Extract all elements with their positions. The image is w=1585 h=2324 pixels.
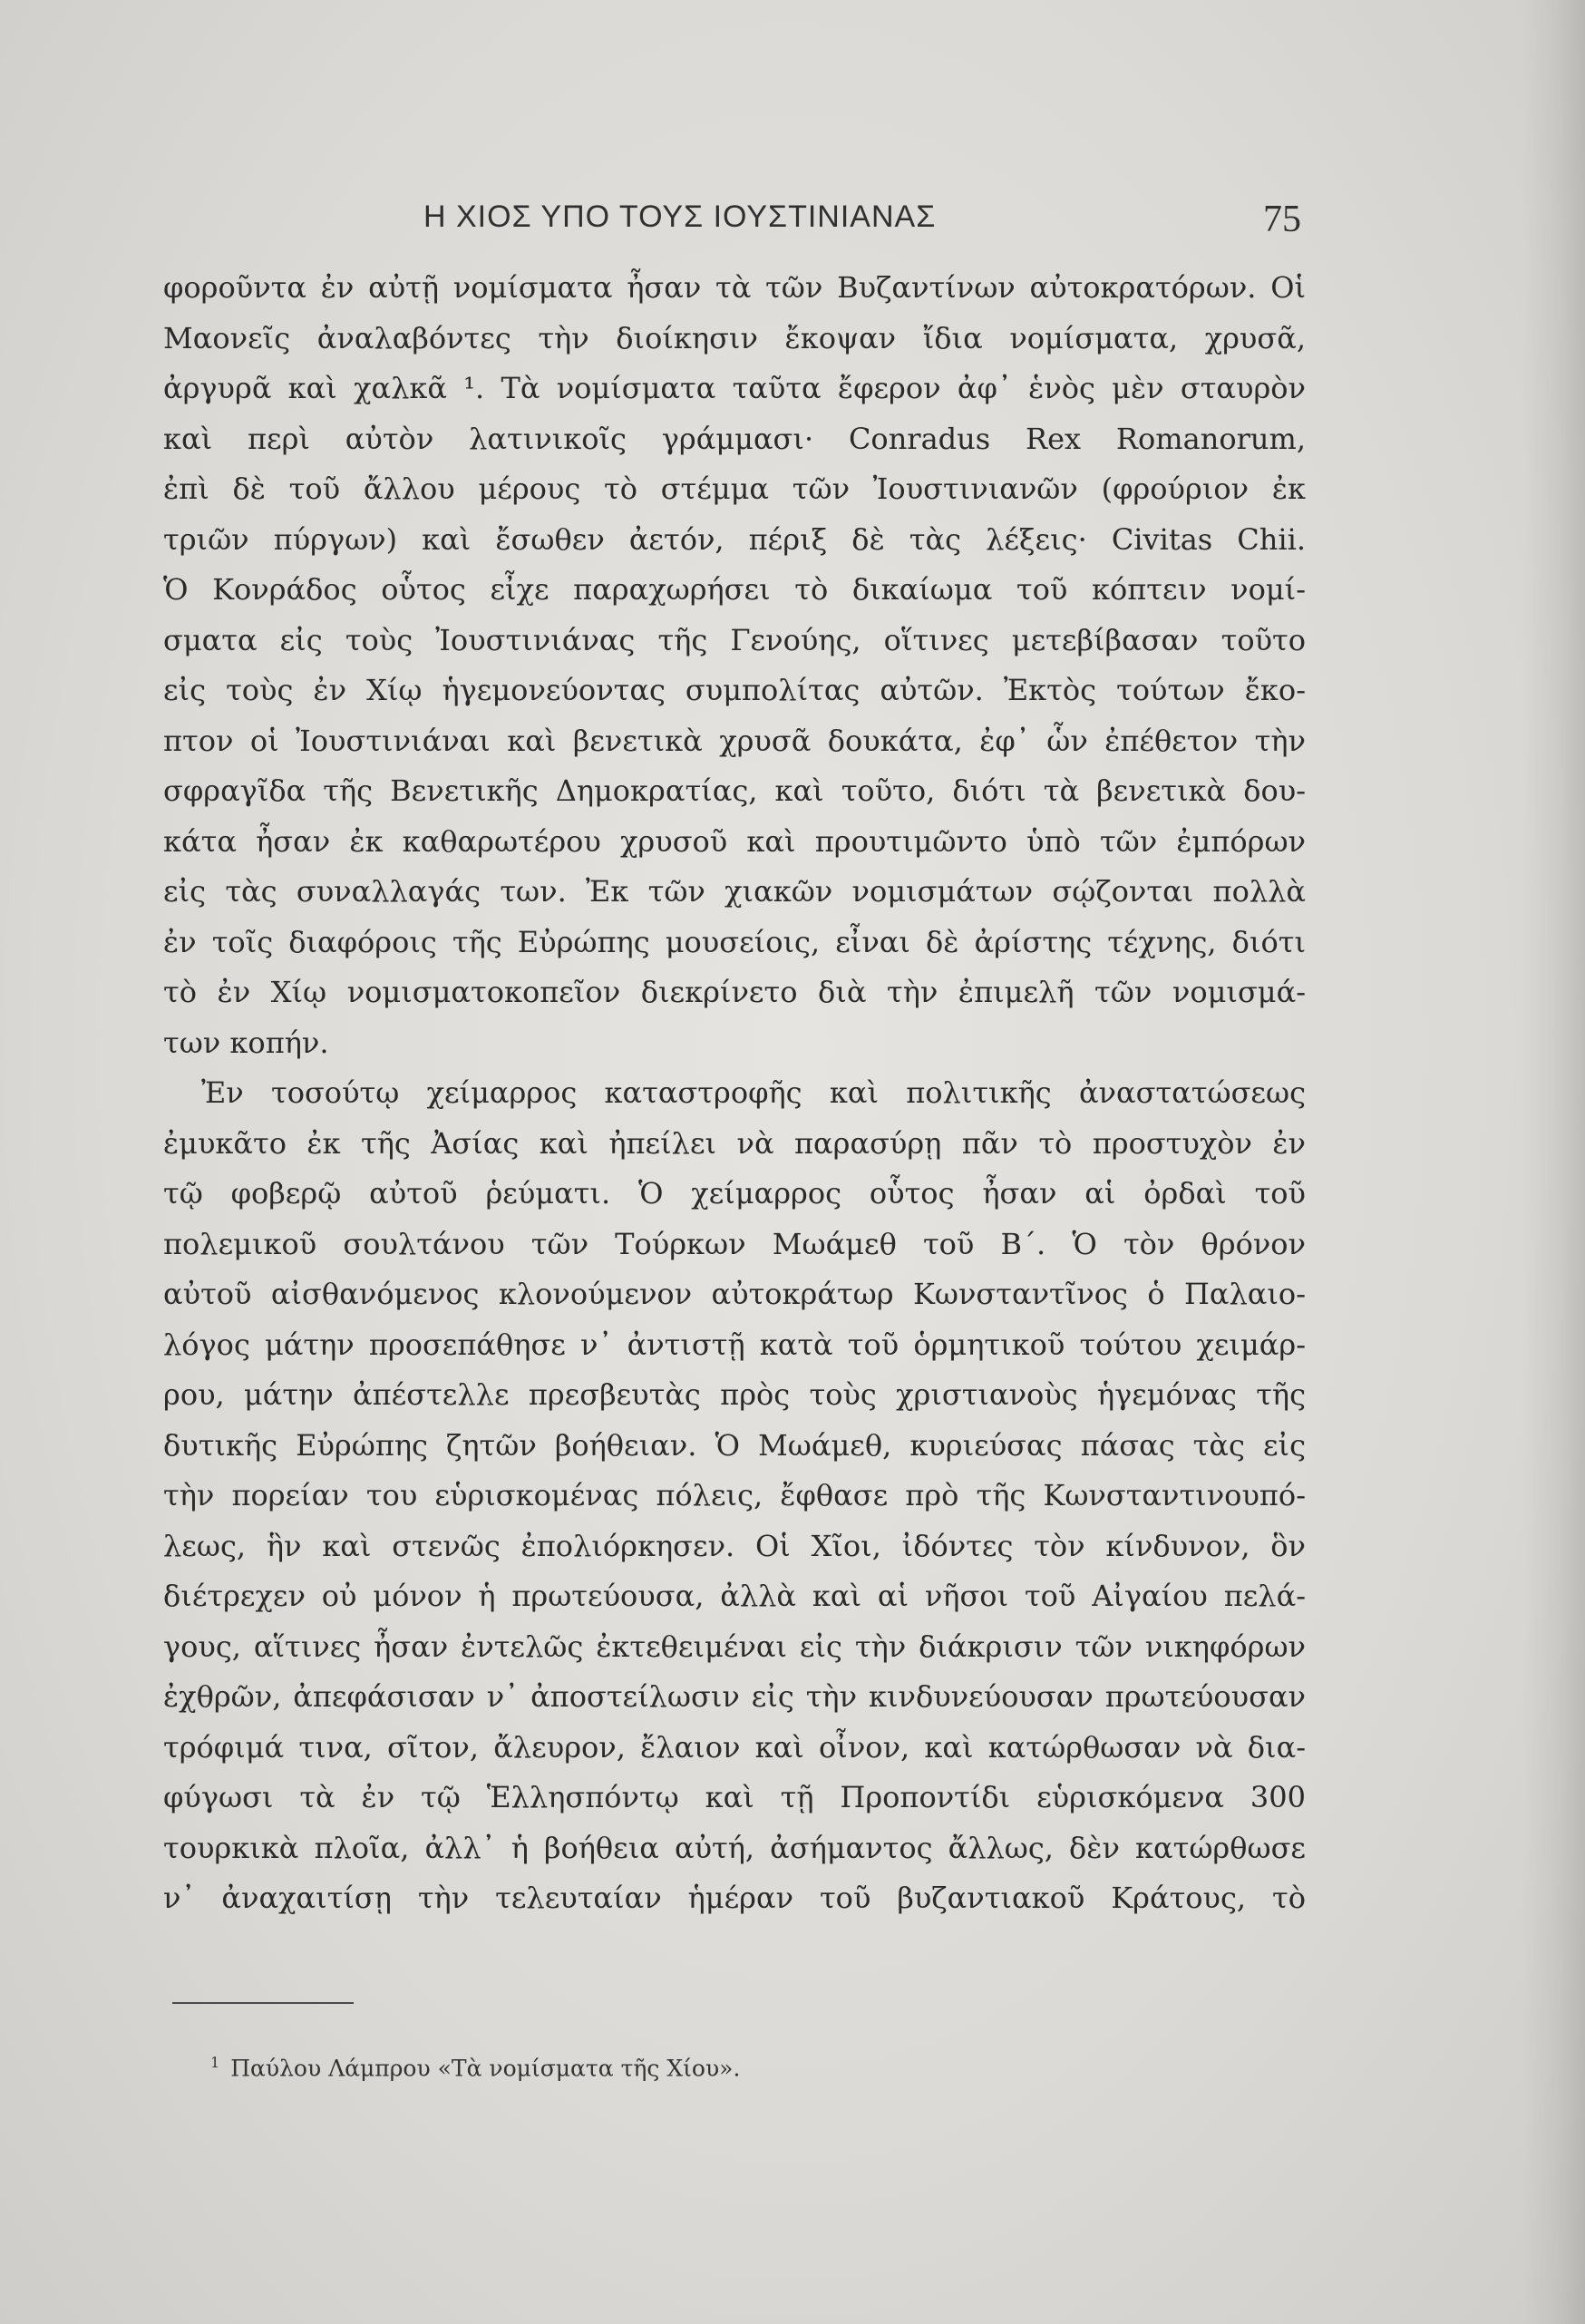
text-line: Ἐν τοσούτῳ χείμαρρος καταστροφῆς καὶ πολιτικῆς ἀναστατώσεως — [201, 1075, 1306, 1110]
text-line: δυτικῆς Εὐρώπης ζητῶν βοήθειαν. Ὁ Μωάμεθ, κυριεύσας πάσας τὰς εἰς — [163, 1427, 1306, 1463]
text-line: τὸ ἐν Χίῳ νομισματοκοπεῖον διεκρίνετο διὰ τὴν ἐπιμελῆ τῶν νομισμά- — [163, 975, 1306, 1009]
text-line: Μαονεῖς ἀναλαβόντες τὴν διοίκησιν ἔκοψαν ἴδια νομίσματα, χρυσᾶ, — [163, 320, 1306, 355]
footnote-rule — [172, 2002, 354, 2004]
text-line: καὶ περὶ αὐτὸν λατινικοῖς γράμμασι· Conradus Rex Romanorum, — [163, 421, 1306, 456]
text-line: πολεμικοῦ σουλτάνου τῶν Τούρκων Μωάμεθ τοῦ Β΄. Ὁ τὸν θρόνον — [163, 1226, 1306, 1261]
text-line: φοροῦντα ἐν αὐτῇ νομίσματα ἦσαν τὰ τῶν Βυζαντίνων αὐτοκρατόρων. Οἱ — [163, 270, 1306, 305]
text-line: ἐπὶ δὲ τοῦ ἄλλου μέρους τὸ στέμμα τῶν Ἰουστινιανῶν (φρούριον ἐκ — [163, 472, 1306, 506]
text-line: ν᾽ ἀναχαιτίσῃ τὴν τελευταίαν ἡμέραν τοῦ βυζαντιακοῦ Κράτους, τὸ — [163, 1881, 1306, 1915]
text-line: εἰς τὰς συναλλαγάς των. Ἐκ τῶν χιακῶν νομισμάτων σῴζονται πολλὰ — [163, 874, 1306, 909]
footnote-text: Παύλου Λάμπρου «Τὰ νομίσματα τῆς Χίου». — [230, 2055, 741, 2082]
text-line: Ὁ Κονράδος οὗτος εἶχε παραχωρήσει τὸ δικαίωμα τοῦ κόπτειν νομί- — [163, 572, 1306, 607]
page-number: 75 — [1263, 199, 1301, 240]
text-line: τουρκικὰ πλοῖα, ἀλλ᾽ ἡ βοήθεια αὐτή, ἀσήμαντος ἄλλως, δὲν κατώρθωσε — [163, 1830, 1306, 1865]
text-line: λεως, ἣν καὶ στενῶς ἐπολιόρκησεν. Οἱ Χῖοι, ἰδόντες τὸν κίνδυνον, ὃν — [163, 1528, 1306, 1563]
footnote — [210, 2054, 740, 2081]
text-line: κάτα ἦσαν ἐκ καθαρωτέρου χρυσοῦ καὶ προυτιμῶντο ὑπὸ τῶν ἐμπόρων — [163, 823, 1306, 859]
page-fold-shadow — [1522, 0, 1585, 2324]
running-head: Η ΧΙΟΣ ΥΠΟ ΤΟΥΣ ΙΟΥΣΤΙΝΙΑΝΑΣ — [423, 199, 937, 234]
text-line: τριῶν πύργων) καὶ ἔσωθεν ἀετόν, πέριξ δὲ τὰς λέξεις· Civitas Chii. — [163, 521, 1306, 557]
page-header — [168, 198, 1301, 252]
body-text — [163, 263, 1306, 1924]
footnote-marker: 1 — [210, 2054, 220, 2071]
text-line: τῷ φοβερῷ αὐτοῦ ῥεύματι. Ὁ χείμαρρος οὗτος ἦσαν αἱ ὀρδαὶ τοῦ — [163, 1176, 1306, 1211]
text-line: ἐχθρῶν, ἀπεφάσισαν ν᾽ ἀποστείλωσιν εἰς τὴν κινδυνεύουσαν πρωτεύουσαν — [163, 1679, 1306, 1714]
text-line: γους, αἵτινες ἦσαν ἐντελῶς ἐκτεθειμέναι εἰς τὴν διάκρισιν τῶν νικηφόρων — [163, 1629, 1306, 1664]
text-line: σματα εἰς τοὺς Ἰουστινιάνας τῆς Γενούης, οἵτινες μετεβίβασαν τοῦτο — [163, 622, 1306, 657]
text-line: ἐμυκᾶτο ἐκ τῆς Ἀσίας καὶ ἠπείλει νὰ παρασύρῃ πᾶν τὸ προστυχὸν ἐν — [163, 1125, 1306, 1161]
text-line: σφραγῖδα τῆς Βενετικῆς Δημοκρατίας, καὶ τοῦτο, διότι τὰ βενετικὰ δου- — [163, 773, 1306, 808]
text-line: αὐτοῦ αἰσθανόμενος κλονούμενον αὐτοκράτωρ Κωνσταντῖνος ὁ Παλαιο- — [163, 1277, 1306, 1311]
text-line: εἰς τοὺς ἐν Χίῳ ἡγεμονεύοντας συμπολίτας αὐτῶν. Ἐκτὸς τούτων ἔκο- — [163, 673, 1306, 707]
text-line: τρόφιμά τινα, σῖτον, ἄλευρον, ἔλαιον καὶ οἶνον, καὶ κατώρθωσαν νὰ δια- — [163, 1729, 1306, 1765]
text-line: ἀργυρᾶ καὶ χαλκᾶ ¹. Τὰ νομίσματα ταῦτα ἔφερον ἀφ᾽ ἑνὸς μὲν σταυρὸν — [163, 371, 1306, 405]
text-line: λόγος μάτην προσεπάθησε ν᾽ ἀντιστῇ κατὰ τοῦ ὁρμητικοῦ τούτου χειμάρ- — [163, 1327, 1306, 1362]
text-line: τὴν πορείαν του εὑρισκομένας πόλεις, ἔφθασε πρὸ τῆς Κωνσταντινουπό- — [163, 1478, 1306, 1512]
text-line: φύγωσι τὰ ἐν τῷ Ἑλλησπόντῳ καὶ τῇ Προποντίδι εὑρισκόμενα 300 — [163, 1780, 1306, 1814]
text-line: των κοπήν. — [163, 1025, 329, 1060]
text-line: πτον οἱ Ἰουστινιάναι καὶ βενετικὰ χρυσᾶ δουκάτα, ἐφ᾽ ὧν ἐπέθετον τὴν — [163, 723, 1306, 758]
text-line: ρου, μάτην ἀπέστελλε πρεσβευτὰς πρὸς τοὺς χριστιανοὺς ἡγεμόνας τῆς — [163, 1377, 1306, 1412]
text-line: ἐν τοῖς διαφόροις τῆς Εὐρώπης μουσείοις, εἶναι δὲ ἀρίστης τέχνης, διότι — [163, 924, 1306, 959]
text-line: διέτρεχεν οὐ μόνον ἡ πρωτεύουσα, ἀλλὰ καὶ αἱ νῆσοι τοῦ Αἰγαίου πελά- — [163, 1579, 1306, 1613]
